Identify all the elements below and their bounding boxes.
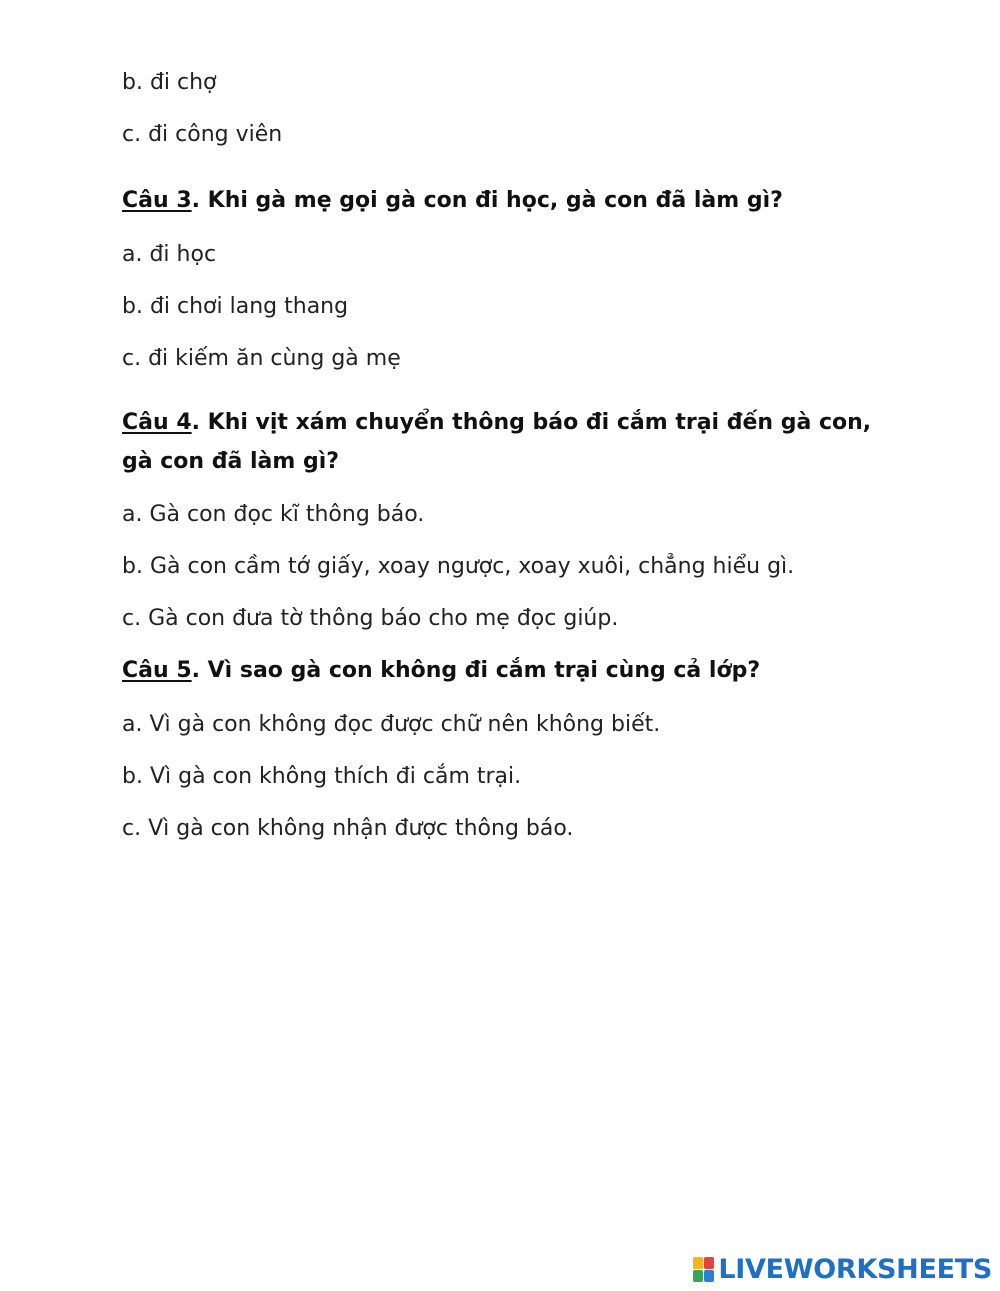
logo-blocks-icon [693, 1257, 715, 1283]
option-line: b. đi chợ [122, 70, 217, 95]
question-number: Câu 5 [122, 658, 192, 683]
option-line: a. đi học [122, 242, 217, 267]
option-line: b. Gà con cầm tớ giấy, xoay ngược, xoay xuôi, chẳng hiểu gì. [122, 554, 795, 579]
option-line: a. Vì gà con không đọc được chữ nên không biết. [122, 712, 661, 737]
option-line: b. Vì gà con không thích đi cắm trại. [122, 764, 522, 789]
question-line [122, 408, 871, 438]
question-line-continued: gà con đã làm gì? [122, 449, 340, 474]
option-line: c. đi công viên [122, 122, 283, 147]
option-line: b. đi chơi lang thang [122, 294, 349, 319]
question-number: Câu 4 [122, 410, 192, 435]
option-line: c. đi kiếm ăn cùng gà mẹ [122, 346, 401, 371]
question-number: Câu 3 [122, 188, 192, 213]
question-line [122, 656, 760, 686]
liveworksheets-logo[interactable] [693, 1252, 992, 1288]
question-text: . Khi vịt xám chuyển thông báo đi cắm trại đến gà con, [191, 410, 872, 435]
question-line [122, 186, 783, 216]
option-line: c. Vì gà con không nhận được thông báo. [122, 816, 574, 841]
question-text: . Khi gà mẹ gọi gà con đi học, gà con đã làm gì? [191, 188, 783, 213]
question-text: . Vì sao gà con không đi cắm trại cùng cả lớp? [191, 658, 761, 683]
option-line: c. Gà con đưa tờ thông báo cho mẹ đọc giúp. [122, 606, 619, 631]
option-line: a. Gà con đọc kĩ thông báo. [122, 502, 425, 527]
logo-text: LIVEWORKSHEETS [718, 1254, 992, 1285]
